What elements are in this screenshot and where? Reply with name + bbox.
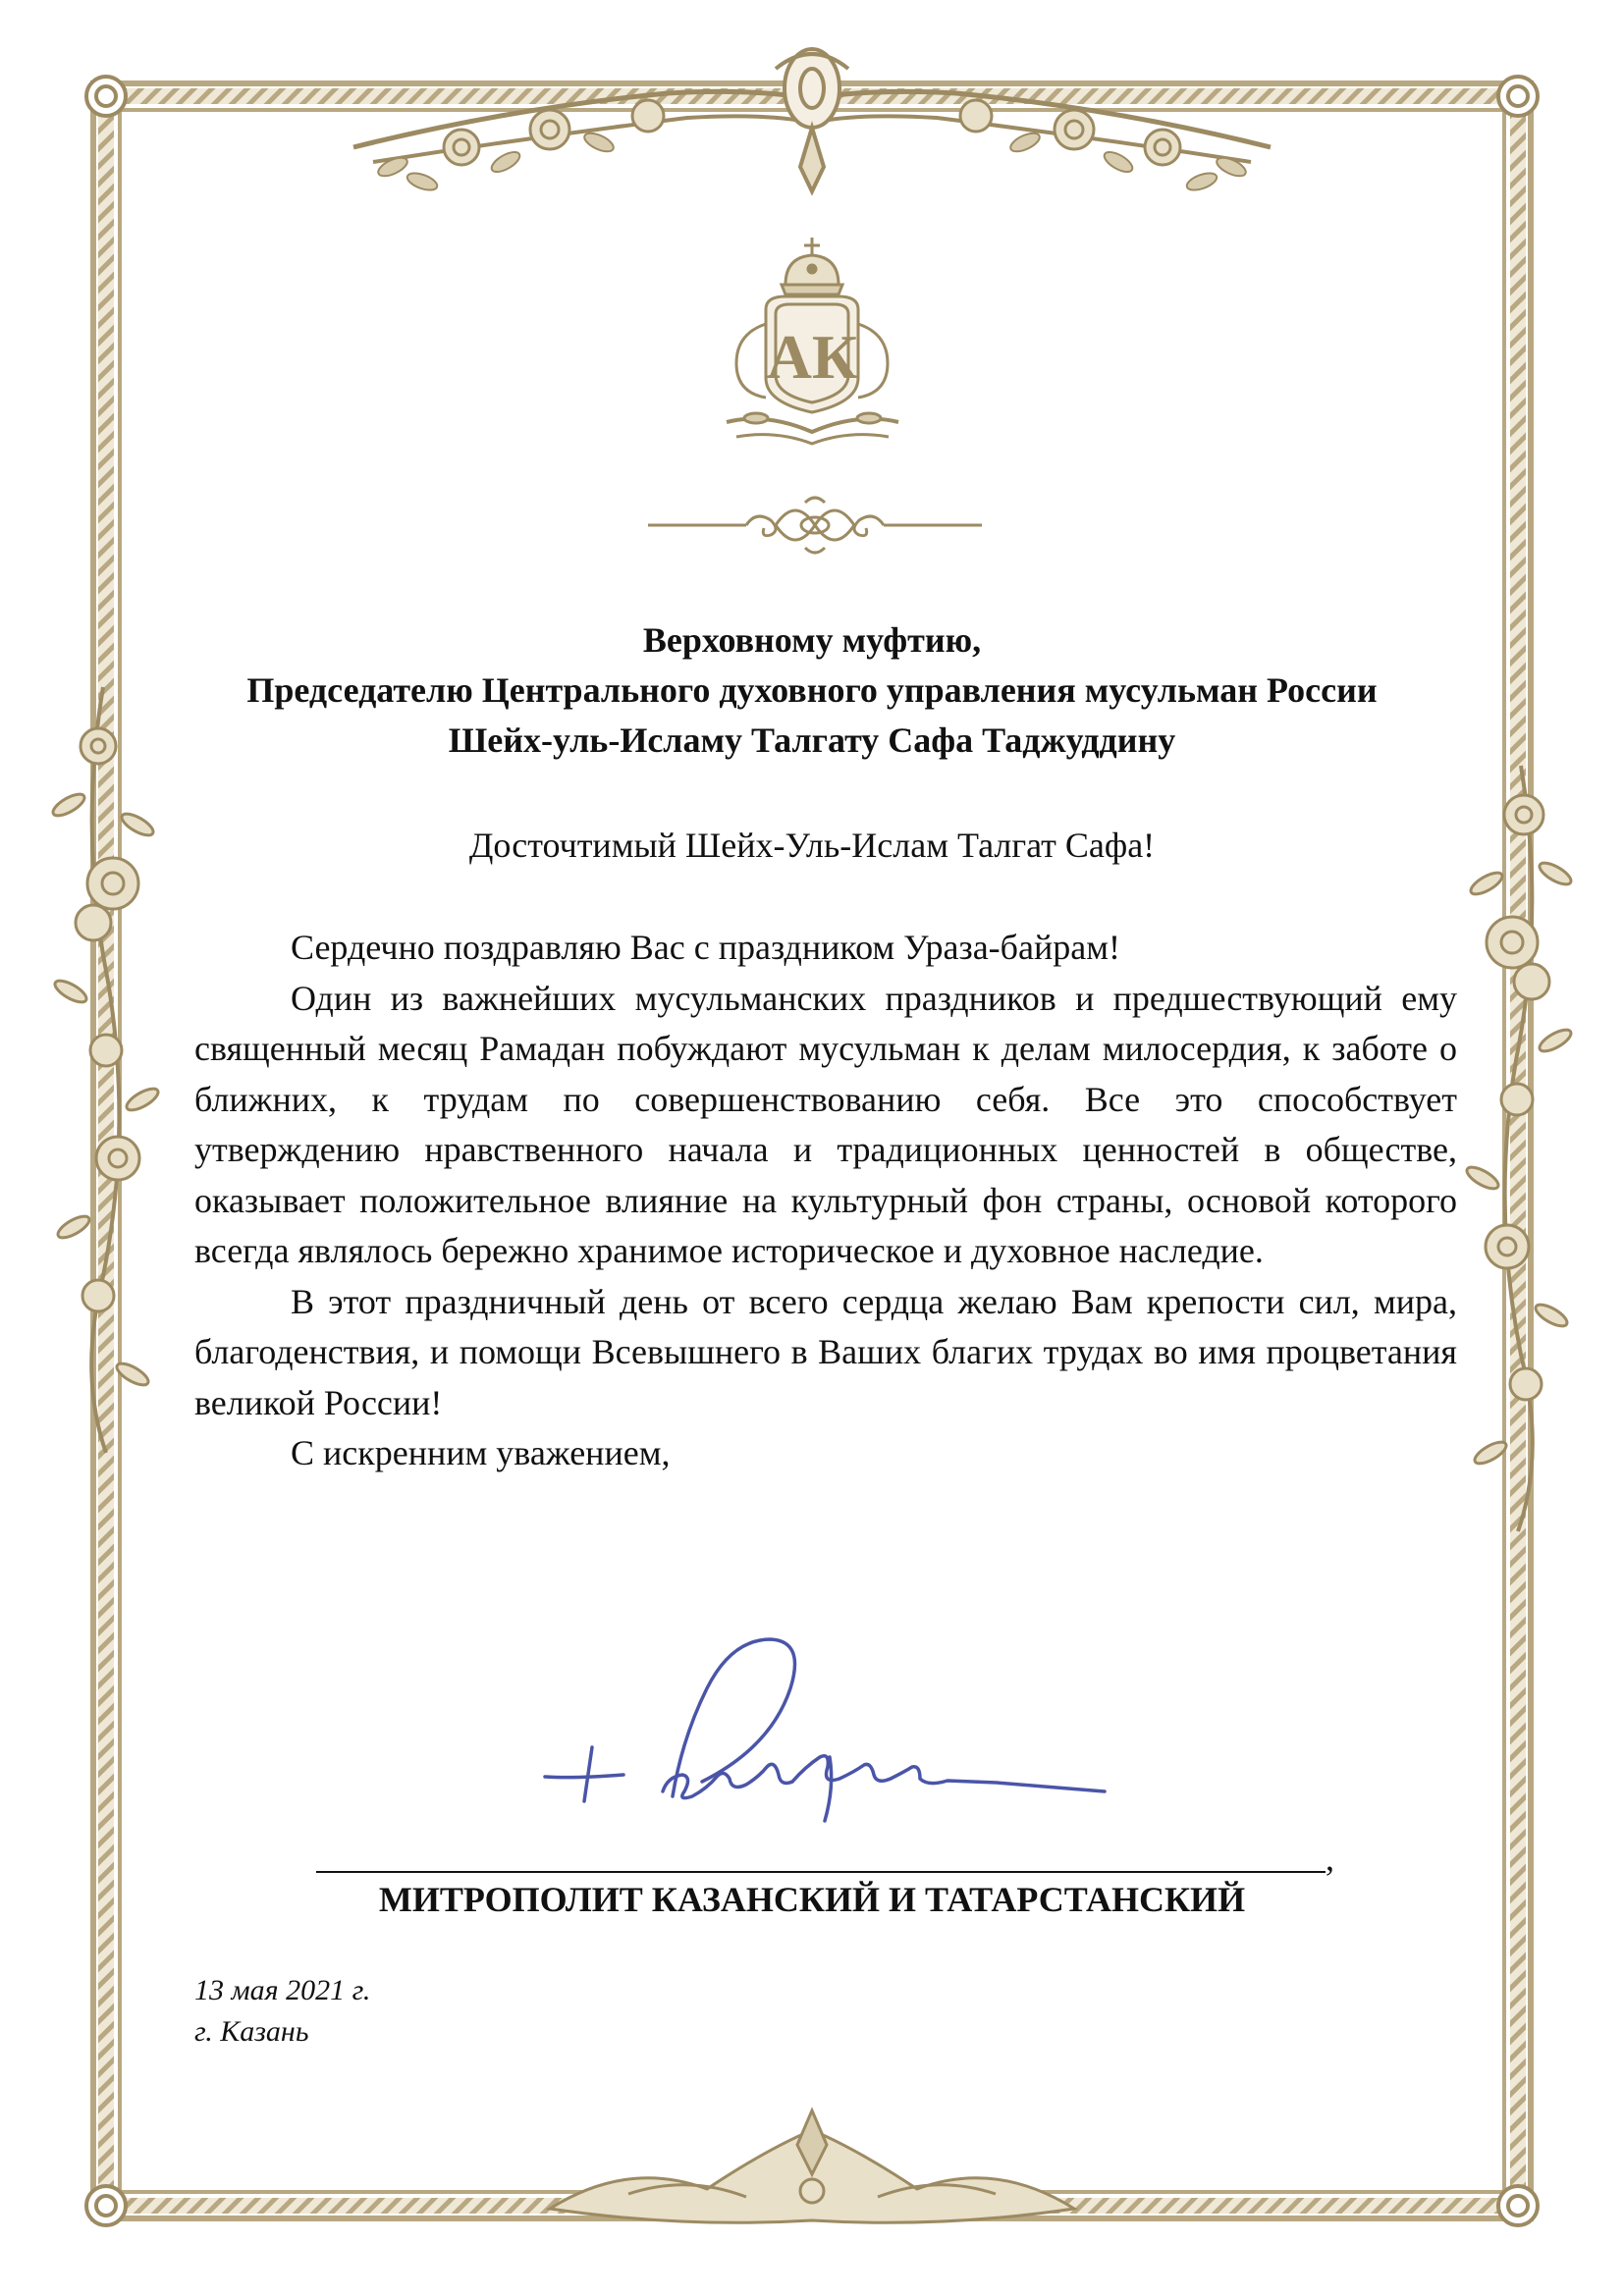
body-paragraph-main: Один из важнейших мусульманских праздников и предшествующий ему священный месяц Рамадан побуждают мусульман к делам милосердия, к заботе о ближних, к трудам по совершенствованию себя. Все это способствует утверждению нравственного начала и традиционных ценностей в обществе, оказывает положительное влияние на культурный фон страны, основой которого всегда являлось бережно хранимое историческое и духовное наследие. <box>194 978 1457 1270</box>
letter-place: г. Казань <box>194 2015 309 2048</box>
addressee-line-1: Верховному муфтию, <box>642 620 982 660</box>
handwritten-signature-icon <box>535 1610 1124 1845</box>
signature-comma: , <box>1326 1839 1334 1878</box>
addressee-line-2: Председателю Центрального духовного управления мусульман России <box>246 670 1378 710</box>
body-paragraph-wishes: В этот праздничный день от всего сердца желаю Вам крепости сил, мира, благоденствия, и помощи Всевышнего в Ваших благих трудах во имя процветания великой России! <box>194 1281 1457 1422</box>
signatory-title: МИТРОПОЛИТ КАЗАНСКИЙ И ТАТАРСТАНСКИЙ <box>378 1880 1246 1919</box>
letter-body <box>194 923 1457 1479</box>
body-paragraph-greeting: Сердечно поздравляю Вас с праздником Ураза-байрам! <box>291 928 1120 967</box>
addressee-block <box>147 615 1477 766</box>
date-place-block <box>194 1970 370 2053</box>
emblem-monogram: АК <box>766 322 858 392</box>
salutation: Досточтимый Шейх-Уль-Ислам Талгат Сафа! <box>468 826 1156 865</box>
signature-line <box>316 1871 1326 1873</box>
addressee-line-3: Шейх-уль-Исламу Талгату Сафа Таджуддину <box>448 721 1176 760</box>
body-paragraph-closing: С искренним уважением, <box>291 1433 671 1472</box>
bottom-acanthus-ornament <box>550 2110 1074 2222</box>
top-garland-ornament <box>353 49 1271 191</box>
divider-flourish-icon <box>648 491 982 560</box>
crown-monogram-emblem-icon <box>707 236 918 456</box>
letter-date: 13 мая 2021 г. <box>194 1974 371 2006</box>
